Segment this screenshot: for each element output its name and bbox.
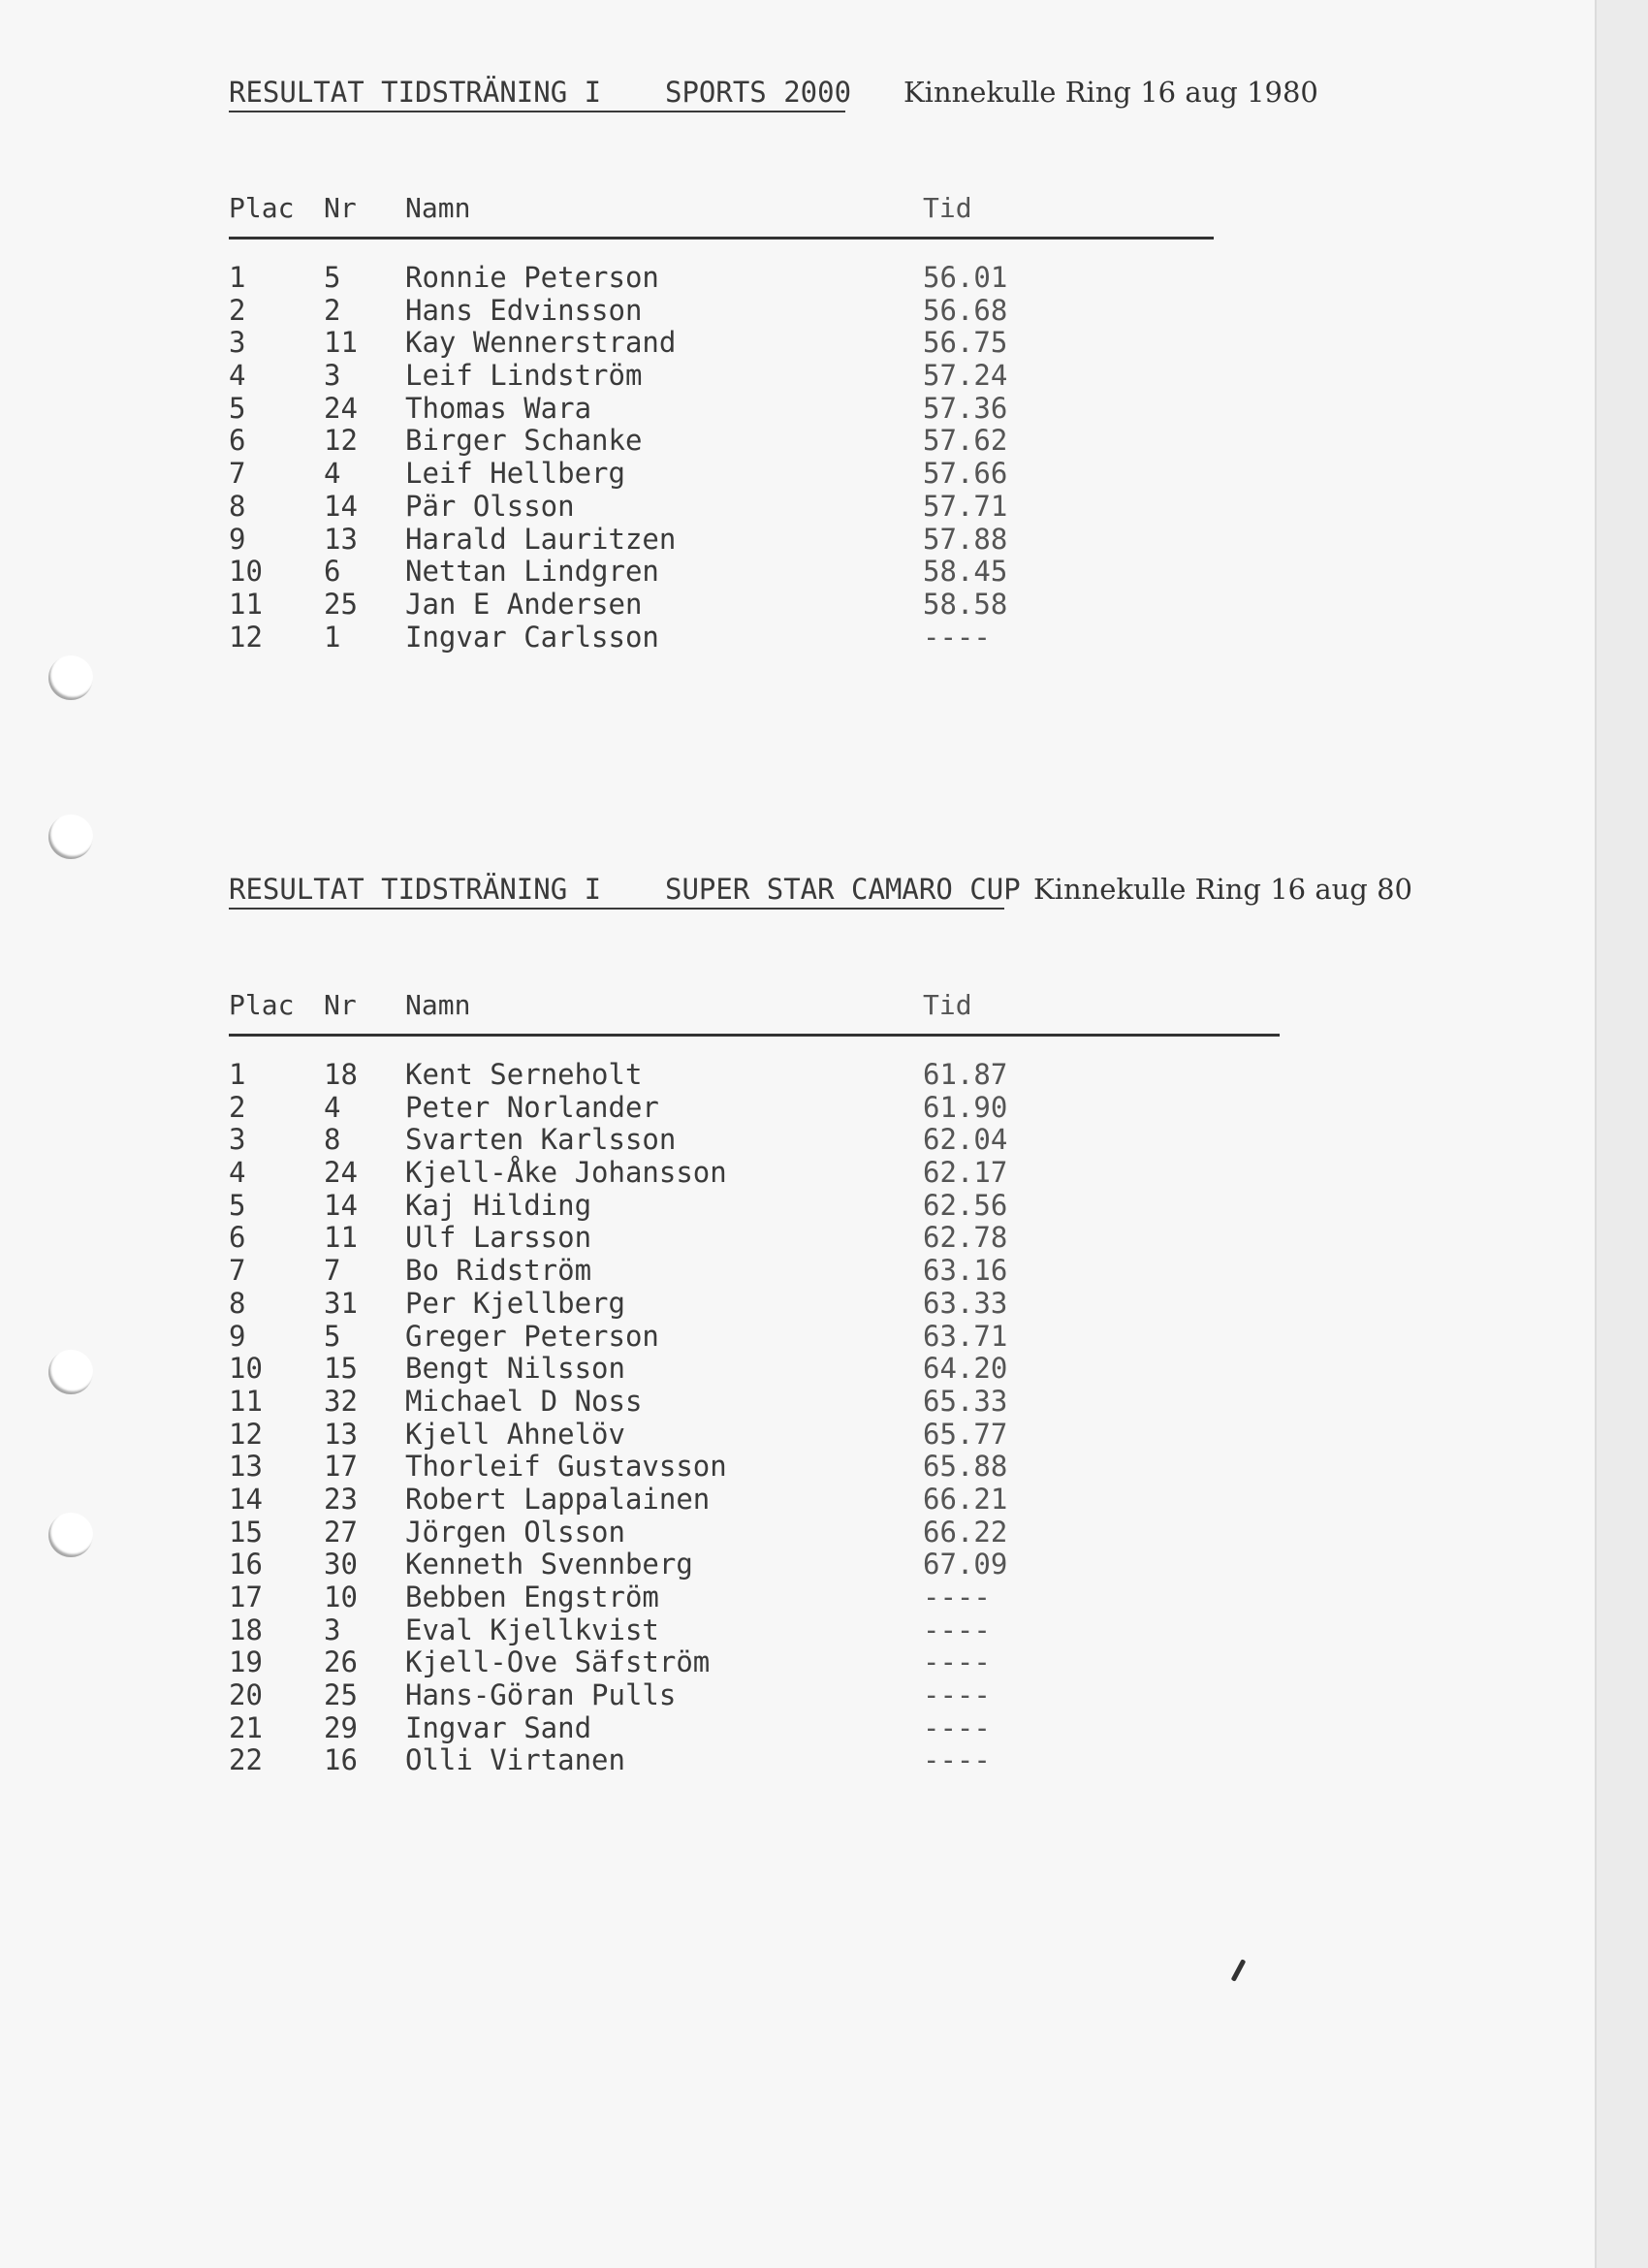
table-row — [229, 457, 1214, 490]
cell-tid: ---- — [923, 1678, 991, 1712]
cell-namn: Nettan Lindgren — [405, 555, 659, 589]
cell-plac: 1 — [229, 1058, 246, 1091]
cell-plac: 11 — [229, 1384, 263, 1418]
table-row — [229, 1091, 1280, 1124]
cell-tid: ---- — [923, 620, 991, 654]
cell-nr: 32 — [324, 1384, 358, 1418]
table-row — [229, 294, 1214, 327]
table-row — [229, 621, 1214, 654]
cell-plac: 19 — [229, 1645, 263, 1679]
column-header-nr: Nr — [324, 192, 357, 224]
cell-namn: Jan E Andersen — [405, 587, 643, 621]
pencil-mark — [1231, 1959, 1247, 1982]
cell-nr: 4 — [324, 457, 341, 491]
cell-namn: Greger Peterson — [405, 1319, 659, 1353]
cell-nr: 5 — [324, 261, 341, 294]
cell-nr: 26 — [324, 1645, 358, 1679]
cell-plac: 20 — [229, 1678, 263, 1712]
cell-nr: 24 — [324, 391, 358, 425]
cell-nr: 27 — [324, 1515, 358, 1549]
cell-namn: Harald Lauritzen — [405, 522, 677, 556]
cell-namn: Ulf Larsson — [405, 1221, 592, 1255]
cell-namn: Michael D Noss — [405, 1384, 643, 1418]
results-section-sports-2000 — [229, 76, 1318, 654]
cell-namn: Hans Edvinsson — [405, 293, 643, 327]
cell-nr: 3 — [324, 1613, 341, 1646]
column-header-row — [229, 192, 1214, 231]
cell-namn: Pär Olsson — [405, 489, 575, 523]
cell-tid: 66.21 — [923, 1482, 1008, 1516]
table-row — [229, 1483, 1280, 1516]
table-row — [229, 1123, 1280, 1156]
heading-class: SPORTS 2000 — [665, 76, 852, 109]
table-row — [229, 1743, 1280, 1776]
cell-tid: 57.71 — [923, 489, 1008, 523]
cell-tid: ---- — [923, 1613, 991, 1646]
punch-hole — [48, 815, 93, 859]
heading-title: RESULTAT TIDSTRÄNING I — [229, 873, 602, 906]
cell-namn: Thomas Wara — [405, 391, 592, 425]
cell-plac: 9 — [229, 522, 246, 556]
cell-plac: 10 — [229, 1352, 263, 1386]
cell-namn: Svarten Karlsson — [405, 1123, 677, 1157]
cell-plac: 4 — [229, 1156, 246, 1190]
cell-nr: 11 — [324, 326, 358, 360]
cell-tid: 63.16 — [923, 1254, 1008, 1288]
cell-tid: 62.56 — [923, 1188, 1008, 1222]
cell-namn: Eval Kjellkvist — [405, 1613, 659, 1646]
cell-namn: Kjell-Ove Säfström — [405, 1645, 711, 1679]
cell-plac: 11 — [229, 587, 263, 621]
cell-tid: 62.78 — [923, 1221, 1008, 1255]
cell-namn: Per Kjellberg — [405, 1286, 625, 1320]
cell-plac: 16 — [229, 1548, 263, 1581]
cell-tid: ---- — [923, 1743, 991, 1777]
cell-nr: 18 — [324, 1058, 358, 1091]
table-row — [229, 490, 1214, 523]
cell-plac: 13 — [229, 1450, 263, 1484]
section-heading — [229, 873, 1412, 911]
table-row — [229, 523, 1214, 556]
cell-nr: 14 — [324, 489, 358, 523]
heading-title-group — [229, 76, 852, 112]
table-row — [229, 1385, 1280, 1418]
cell-plac: 7 — [229, 457, 246, 491]
cell-tid: 56.68 — [923, 293, 1008, 327]
cell-nr: 17 — [324, 1450, 358, 1484]
cell-namn: Hans-Göran Pulls — [405, 1678, 677, 1712]
heading-title: RESULTAT TIDSTRÄNING I — [229, 76, 602, 109]
column-header-plac: Plac — [229, 989, 295, 1021]
results-table-body — [229, 261, 1214, 653]
cell-tid: 61.90 — [923, 1090, 1008, 1124]
header-rule — [229, 237, 1214, 240]
cell-nr: 1 — [324, 620, 341, 654]
cell-namn: Thorleif Gustavsson — [405, 1450, 727, 1484]
cell-nr: 4 — [324, 1090, 341, 1124]
cell-plac: 1 — [229, 261, 246, 294]
cell-namn: Leif Hellberg — [405, 457, 625, 491]
cell-tid: 62.17 — [923, 1156, 1008, 1190]
cell-plac: 8 — [229, 489, 246, 523]
cell-nr: 24 — [324, 1156, 358, 1190]
table-row — [229, 1254, 1280, 1287]
table-row — [229, 1548, 1280, 1581]
cell-plac: 10 — [229, 555, 263, 589]
cell-plac: 14 — [229, 1482, 263, 1516]
cell-nr: 3 — [324, 359, 341, 393]
cell-nr: 14 — [324, 1188, 358, 1222]
column-header-plac: Plac — [229, 192, 295, 224]
table-row — [229, 1678, 1280, 1711]
column-header-tid: Tid — [923, 989, 972, 1021]
cell-plac: 12 — [229, 1417, 263, 1451]
heading-venue: Kinnekulle Ring 16 aug 1980 — [903, 76, 1318, 109]
table-row — [229, 326, 1214, 359]
table-row — [229, 1320, 1280, 1353]
cell-nr: 12 — [324, 424, 358, 458]
cell-plac: 3 — [229, 326, 246, 360]
cell-tid: 56.01 — [923, 261, 1008, 294]
cell-plac: 2 — [229, 1090, 246, 1124]
cell-tid: 64.20 — [923, 1352, 1008, 1386]
cell-namn: Ronnie Peterson — [405, 261, 659, 294]
header-rule — [229, 1034, 1280, 1037]
cell-nr: 13 — [324, 522, 358, 556]
cell-namn: Ingvar Carlsson — [405, 620, 659, 654]
table-row — [229, 1516, 1280, 1549]
cell-plac: 8 — [229, 1286, 246, 1320]
table-row — [229, 261, 1214, 294]
cell-namn: Kaj Hilding — [405, 1188, 592, 1222]
cell-plac: 18 — [229, 1613, 263, 1646]
cell-tid: 65.77 — [923, 1417, 1008, 1451]
cell-namn: Robert Lappalainen — [405, 1482, 711, 1516]
punch-hole — [48, 1513, 93, 1557]
cell-plac: 2 — [229, 293, 246, 327]
cell-tid: 65.88 — [923, 1450, 1008, 1484]
cell-tid: 57.66 — [923, 457, 1008, 491]
cell-nr: 8 — [324, 1123, 341, 1157]
cell-namn: Olli Virtanen — [405, 1743, 625, 1777]
cell-tid: 65.33 — [923, 1384, 1008, 1418]
table-row — [229, 1156, 1280, 1189]
table-row — [229, 588, 1214, 621]
table-row — [229, 1581, 1280, 1613]
table-row — [229, 359, 1214, 392]
cell-nr: 10 — [324, 1581, 358, 1613]
heading-venue: Kinnekulle Ring 16 aug 80 — [1033, 873, 1412, 906]
cell-plac: 6 — [229, 424, 246, 458]
cell-tid: ---- — [923, 1581, 991, 1613]
table-row — [229, 1221, 1280, 1254]
cell-nr: 2 — [324, 293, 341, 327]
cell-tid: ---- — [923, 1645, 991, 1679]
cell-plac: 9 — [229, 1319, 246, 1353]
cell-nr: 11 — [324, 1221, 358, 1255]
column-header-nr: Nr — [324, 989, 357, 1021]
cell-tid: 57.88 — [923, 522, 1008, 556]
results-section-camaro-cup — [229, 873, 1412, 1777]
cell-nr: 30 — [324, 1548, 358, 1581]
cell-plac: 7 — [229, 1254, 246, 1288]
cell-plac: 22 — [229, 1743, 263, 1777]
cell-namn: Bebben Engström — [405, 1581, 659, 1613]
table-row — [229, 1058, 1280, 1091]
cell-plac: 5 — [229, 1188, 246, 1222]
column-header-tid: Tid — [923, 192, 972, 224]
table-row — [229, 1189, 1280, 1222]
cell-nr: 16 — [324, 1743, 358, 1777]
cell-nr: 15 — [324, 1352, 358, 1386]
cell-tid: 67.09 — [923, 1548, 1008, 1581]
cell-nr: 7 — [324, 1254, 341, 1288]
cell-nr: 25 — [324, 587, 358, 621]
results-table-body — [229, 1058, 1280, 1776]
cell-namn: Leif Lindström — [405, 359, 643, 393]
cell-plac: 12 — [229, 620, 263, 654]
cell-plac: 21 — [229, 1710, 263, 1744]
cell-plac: 6 — [229, 1221, 246, 1255]
table-row — [229, 424, 1214, 457]
punch-hole — [48, 655, 93, 700]
cell-namn: Kay Wennerstrand — [405, 326, 677, 360]
cell-tid: 57.62 — [923, 424, 1008, 458]
cell-namn: Bengt Nilsson — [405, 1352, 625, 1386]
table-row — [229, 1645, 1280, 1678]
cell-namn: Peter Norlander — [405, 1090, 659, 1124]
table-row — [229, 1613, 1280, 1646]
cell-plac: 3 — [229, 1123, 246, 1157]
cell-tid: ---- — [923, 1710, 991, 1744]
cell-tid: 57.24 — [923, 359, 1008, 393]
cell-tid: 56.75 — [923, 326, 1008, 360]
table-row — [229, 1450, 1280, 1483]
cell-namn: Kenneth Svennberg — [405, 1548, 693, 1581]
cell-tid: 58.45 — [923, 555, 1008, 589]
cell-namn: Ingvar Sand — [405, 1710, 592, 1744]
punch-hole — [48, 1350, 93, 1394]
table-row — [229, 1352, 1280, 1385]
cell-tid: 61.87 — [923, 1058, 1008, 1091]
heading-title-group — [229, 873, 1021, 910]
cell-tid: 66.22 — [923, 1515, 1008, 1549]
cell-nr: 31 — [324, 1286, 358, 1320]
cell-plac: 4 — [229, 359, 246, 393]
cell-namn: Kjell-Åke Johansson — [405, 1156, 727, 1190]
column-header-namn: Namn — [405, 192, 471, 224]
table-row — [229, 555, 1214, 588]
cell-nr: 29 — [324, 1710, 358, 1744]
cell-tid: 62.04 — [923, 1123, 1008, 1157]
column-header-row — [229, 989, 1280, 1028]
heading-class: SUPER STAR CAMARO CUP — [665, 873, 1021, 906]
cell-nr: 13 — [324, 1417, 358, 1451]
cell-namn: Bo Ridström — [405, 1254, 592, 1288]
cell-tid: 58.58 — [923, 587, 1008, 621]
cell-plac: 5 — [229, 391, 246, 425]
column-header-namn: Namn — [405, 989, 471, 1021]
cell-tid: 57.36 — [923, 391, 1008, 425]
cell-nr: 25 — [324, 1678, 358, 1712]
table-row — [229, 1418, 1280, 1451]
table-row — [229, 392, 1214, 425]
table-row — [229, 1287, 1280, 1320]
cell-namn: Jörgen Olsson — [405, 1515, 625, 1549]
section-heading — [229, 76, 1318, 114]
cell-plac: 15 — [229, 1515, 263, 1549]
cell-nr: 23 — [324, 1482, 358, 1516]
cell-namn: Birger Schanke — [405, 424, 643, 458]
cell-nr: 6 — [324, 555, 341, 589]
cell-tid: 63.71 — [923, 1319, 1008, 1353]
cell-plac: 17 — [229, 1581, 263, 1613]
cell-tid: 63.33 — [923, 1286, 1008, 1320]
table-row — [229, 1711, 1280, 1744]
cell-nr: 5 — [324, 1319, 341, 1353]
cell-namn: Kjell Ahnelöv — [405, 1417, 625, 1451]
cell-namn: Kent Serneholt — [405, 1058, 643, 1091]
